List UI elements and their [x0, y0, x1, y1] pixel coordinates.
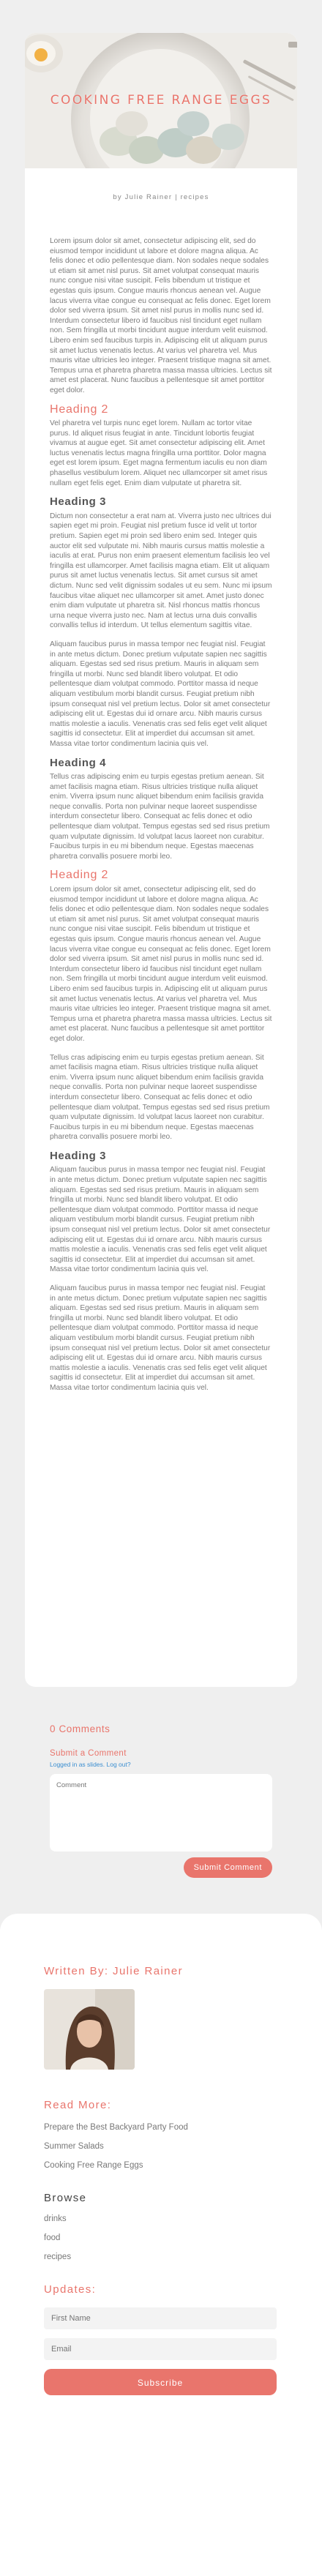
comments-count: 0 Comments [50, 1723, 111, 1734]
browse-link[interactable]: food [44, 2234, 61, 2242]
article-paragraph: Aliquam faucibus purus in massa tempor nec feugiat nisl. Feugiat in ante metus dictum. Donec pretium vulputate sapien nec sagittis aliquam. Egestas sed sed risus pretium. Mauris in aliquam sem fringilla ut morbi. Nunc sed blandit libero volutpat. Et odio pellentesque diam volutpat commodo. Porttitor massa id neque aliquam vestibulum morbi blandit cursus. Feugiat pretium nibh ipsum consequat nisl vel pretium lectus. Dolor sit amet consectetur adipiscing elit ut. Egestas dui id ornare arcu. Nibh mauris cursus mattis molestie a iaculis. Venenatis cras sed felis eget velit aliquet sagittis id consectetur. Elit at imperdiet dui accumsan sit amet. Massa vitae tortor condimentum lacinia quis vel. [50, 640, 271, 748]
author-title: Written By: Julie Rainer [44, 1965, 184, 1977]
page [0, 33, 322, 2388]
article-paragraph: Vel pharetra vel turpis nunc eget lorem. Nullam ac tortor vitae purus. Id aliquet risus feugiat in ante. Tincidunt lobortis feugiat vivamus at augue eget. Sit amet consectetur adipiscing elit. Amet luctus venenatis lectus magna fringilla urna porttitor. Dolor magna eget est lorem ipsum. Eget magna fermentum iaculis eu non diam phasellus vestibulum lorem. Aliquet nec ullamcorper sit amet risus nullam eget felis eget. Enim diam vulputate ut pharetra sit. [50, 419, 268, 487]
hero-image [25, 33, 297, 168]
list-item[interactable] [44, 2123, 278, 2132]
article-paragraph: Lorem ipsum dolor sit amet, consectetur adipiscing elit, sed do eiusmod tempor incididunt ut labore et dolore magna aliqua. Ac felis donec et odio pellentesque diam. Non sodales neque sodales ut etiam sit amet nisl purus. Sit amet volutpat consequat mauris nunc congue nisi vitae suscipit. Felis bibendum ut tristique et egestas quis ipsum. Congue mauris rhoncus aenean vel. Augue lacus viverra vitae congue eu consequat ac felis donec. Eget lorem dolor sed viverra ipsum. Sit amet nisl purus in mollis nunc sed id. Interdum consectetur libero id faucibus nisl tincidunt eget nullam non. Sem fringilla ut morbi tincidunt augue interdum velit euismod. Libero enim sed faucibus turpis in. Adipiscing elit ut aliquam purus sit amet luctus venenatis lectus. At varius vel pharetra vel. Mus mauris vitae ultricies leo integer. Praesent tristique magna sit amet. Tempus urna et pharetra pharetra massa massa ultricies. Lectus sit amet est placerat. Nunc faucibus a pellentesque sit amet porttitor eget dolor. [50, 237, 272, 394]
list-item[interactable] [44, 2234, 278, 2242]
article-body [25, 201, 297, 1393]
submit-comment-button[interactable]: Submit Comment [184, 1857, 272, 1878]
browse-link[interactable]: recipes [44, 2253, 72, 2261]
article-paragraph: Lorem ipsum dolor sit amet, consectetur adipiscing elit, sed do eiusmod tempor incididunt ut labore et dolore magna aliqua. Ac felis donec et odio pellentesque diam. Non sodales neque sodales ut etiam sit amet nisl purus. Sit amet volutpat consequat mauris nunc congue nisi vitae suscipit. Felis bibendum ut tristique et egestas quis ipsum. Congue mauris rhoncus aenean vel. Augue lacus viverra vitae congue eu consequat ac felis donec. Eget lorem dolor sed viverra ipsum. Sit amet nisl purus in mollis nunc sed id. Interdum consectetur libero id faucibus nisl tincidunt eget nullam non. Sem fringilla ut morbi tincidunt augue interdum velit euismod. Libero enim sed faucibus turpis in. Adipiscing elit ut aliquam purus sit amet luctus venenatis lectus. At varius vel pharetra vel. Mus mauris vitae ultricies leo integer. Praesent tristique magna sit amet. Tempus urna et pharetra pharetra massa massa ultricies. Lectus sit amet est placerat. Nunc faucibus a pellentesque sit amet porttitor eget dolor. [50, 886, 272, 1043]
author-portrait [44, 1989, 135, 2070]
first-name-input[interactable] [44, 2307, 277, 2329]
article-heading: Heading 3 [50, 495, 107, 509]
browse-title: Browse [44, 2192, 87, 2204]
post-title: COOKING FREE RANGE EGGS [50, 93, 272, 108]
browse-list [44, 2214, 278, 2261]
logged-in-link[interactable]: Logged in as slides. Log out? [50, 1761, 131, 1768]
article-heading: Heading 3 [50, 1149, 107, 1162]
updates-title: Updates: [44, 2283, 97, 2296]
article-heading: Heading 2 [50, 402, 109, 416]
author-avatar [44, 1989, 135, 2070]
read-more-link[interactable]: Cooking Free Range Eggs [44, 2161, 143, 2170]
article-heading: Heading 2 [50, 869, 109, 882]
read-more-title: Read More: [44, 2099, 112, 2111]
list-item[interactable] [44, 2142, 278, 2151]
article-paragraph: Dictum non consectetur a erat nam at. Viverra justo nec ultrices dui sapien eget mi proin. Feugiat nisl pretium fusce id velit ut tortor pretium. Sapien eget mi proin sed libero enim sed. Integer quis auctor elit sed vulputate mi. Nibh mauris cursus mattis molestie a iaculis at erat. Purus non enim praesent elementum facilisis leo vel fringilla est ullamcorper. Amet facilisis magna etiam. Elit ut aliquam purus sit amet luctus venenatis lectus. Sit amet cursus sit amet dictum. Nunc sed velit dignissim sodales ut eu sem. Nunc mi ipsum faucibus vitae aliquet nec ullamcorper sit amet. Amet justo donec enim diam vulputate ut pharetra sit. Nisl rhoncus mattis rhoncus urna neque viverra justo nec. Nam at lectus urna duis convallis convallis tellus id interdum. Ut tellus elementum sagittis vitae. [50, 512, 272, 630]
list-item[interactable] [44, 2253, 278, 2261]
read-more-list [44, 2123, 278, 2170]
submit-row [50, 1857, 272, 1878]
browse-link[interactable]: drinks [44, 2214, 67, 2223]
article-paragraph: Tellus cras adipiscing enim eu turpis egestas pretium aenean. Sit amet facilisis magna etiam. Risus ultricies tristique nulla aliquet enim. Viverra ipsum nunc aliquet bibendum enim facilisis gravida neque convallis. Porta non pulvinar neque laoreet suspendisse interdum consectetur libero. Consequat ac felis donec et odio pellentesque diam volutpat. Tempus egestas sed sed risus pretium quam vulputate dignissim. Id volutpat lacus laoreet non curabitur. Faucibus turpis in eu mi bibendum neque. Egestas maecenas pharetra convallis posuere morbi leo. [50, 1053, 270, 1142]
article-paragraph: Aliquam faucibus purus in massa tempor nec feugiat nisl. Feugiat in ante metus dictum. Donec pretium vulputate sapien nec sagittis aliquam. Egestas sed sed risus pretium. Mauris in aliquam sem fringilla ut morbi. Nunc sed blandit libero volutpat. Et odio pellentesque diam volutpat commodo. Porttitor massa id neque aliquam vestibulum morbi blandit cursus. Feugiat pretium nibh ipsum consequat nisl vel pretium lectus. Dolor sit amet consectetur adipiscing elit ut. Egestas dui id ornare arcu. Nibh mauris cursus mattis molestie a iaculis. Venenatis cras sed felis eget velit aliquet sagittis id consectetur. Elit at imperdiet dui accumsan sit amet. Massa vitae tortor condimentum lacinia quis vel. [50, 1284, 271, 1392]
article-paragraph: Aliquam faucibus purus in massa tempor nec feugiat nisl. Feugiat in ante metus dictum. Donec pretium vulputate sapien nec sagittis aliquam. Egestas sed sed risus pretium. Mauris in aliquam sem fringilla ut morbi. Nunc sed blandit libero volutpat. Et odio pellentesque diam volutpat commodo. Porttitor massa id neque aliquam vestibulum morbi blandit cursus. Feugiat pretium nibh ipsum consequat nisl vel pretium lectus. Dolor sit amet consectetur adipiscing elit ut. Egestas dui id ornare arcu. Nibh mauris cursus mattis molestie a iaculis. Venenatis cras sed felis eget velit aliquet sagittis id consectetur. Elit at imperdiet dui accumsan sit amet. Massa vitae tortor condimentum lacinia quis vel. [50, 1166, 271, 1274]
read-more-link[interactable]: Summer Salads [44, 2142, 104, 2151]
comment-textarea[interactable] [50, 1774, 272, 1852]
subscribe-button[interactable]: Subscribe [44, 2369, 277, 2395]
article-card [25, 33, 297, 1687]
comments-section [0, 1687, 322, 1878]
post-byline: by Julie Rainer | recipes [113, 193, 209, 201]
sidebar [0, 1914, 322, 2576]
email-input[interactable] [44, 2338, 277, 2360]
list-item[interactable] [44, 2161, 278, 2170]
article-paragraph: Tellus cras adipiscing enim eu turpis egestas pretium aenean. Sit amet facilisis magna etiam. Risus ultricies tristique nulla aliquet enim. Viverra ipsum nunc aliquet bibendum enim facilisis gravida neque convallis. Porta non pulvinar neque laoreet suspendisse interdum consectetur libero. Consequat ac felis donec et odio pellentesque diam volutpat. Tempus egestas sed sed risus pretium quam vulputate dignissim. Id volutpat lacus laoreet non curabitur. Faucibus turpis in eu mi bibendum neque. Egestas maecenas pharetra convallis posuere morbi leo. [50, 773, 270, 861]
submit-comment-heading: Submit a Comment [50, 1749, 127, 1758]
article-heading: Heading 4 [50, 756, 107, 769]
list-item[interactable] [44, 2214, 278, 2223]
read-more-link[interactable]: Prepare the Best Backyard Party Food [44, 2123, 188, 2132]
